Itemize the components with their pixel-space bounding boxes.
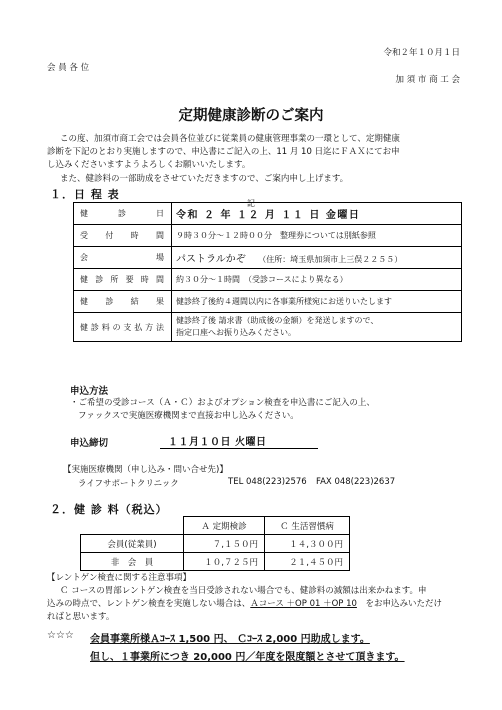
institution-heading: 【実施医療機関（申し込み・問い合せ先)】 [63,465,228,475]
subsidy-line-2: 但し、１事業所につき 20,000 円／年度を限度額とさせて頂きます。 [90,652,405,663]
fees-value-c: １４,３００円 [265,535,350,553]
venue-name: パストラルかぞ [176,254,246,265]
schedule-label: 受 付 時 間 [74,225,172,247]
schedule-label: 健診料の支払方法 [74,313,172,342]
fees-table [80,516,350,571]
institution-fax: FAX 048(223)2637 [316,477,396,487]
xray-line-1: Ｃ コースの胃部レントゲン検査を当日受診されない場合でも、健診料の減額は出来かねます。申 [60,586,427,596]
fees-header-row [81,517,350,535]
deadline-value: １１月１０日 火曜日 [160,433,318,449]
schedule-row [74,203,462,225]
fees-row [81,553,350,571]
schedule-value: ９時３０分～１２時００分 整理券については別紙参照 [172,225,462,247]
intro-line-3: し込みくださいますようよろしくお願いいたします。 [47,160,251,170]
xray-line-2-end: をお申込みいただけ [356,599,442,609]
intro-line-1: この度、加須市商工会では会員各位並びに従業員の健康管理事業の一環として、定期健康 [60,134,400,144]
fees-corner [81,517,184,535]
fees-header-c: Ｃ 生活習慣病 [265,517,350,535]
payment-line-2: 指定口座へお振り込みください。 [176,328,296,337]
ki-marker: 記 [247,199,255,208]
schedule-row [74,269,462,291]
schedule-value-cell [172,247,462,269]
institution-tel: TEL 048(223)2576 [228,477,307,487]
venue-address: （住所：埼玉県加須市上三俣２２５５） [258,255,403,264]
deadline-label: 申込締切 [70,438,109,449]
recipient: 会 員 各 位 [47,63,90,73]
page-title: 定期健康診断のご案内 [178,108,324,124]
schedule-value: 約３０分～１時間 （受診コースにより異なる） [172,269,462,291]
apply-line-1: ・ご希望の受診コース（Ａ・Ｃ）およびオプション検査を申込書にご記入の上、 [70,398,375,408]
fees-header-a: Ａ 定期検診 [184,517,265,535]
fees-row-label: 会員(従業員) [81,535,184,553]
xray-line-2 [47,597,442,609]
schedule-label: 健 診 所 要 時 間 [74,269,172,291]
intro-line-4: また、健診料の一部助成をさせていただきますので、ご案内申し上げます。 [60,174,349,184]
schedule-label: 会 場 [74,247,172,269]
schedule-row [74,225,462,247]
date: 令和２年１０月１日 [383,48,460,58]
schedule-value-cell [172,313,462,342]
schedule-label: 健 診 結 果 [74,291,172,313]
schedule-row [74,247,462,269]
schedule-value: 健診終了後約４週間以内に各事業所様宛にお送りいたします [172,291,462,313]
schedule-table [73,202,462,342]
institution-name: ライフサポートクリニック [78,479,179,489]
xray-line-3: ればと思います。 [47,612,115,622]
xray-line-2-start: 込みの時点で、レントゲン検査を実施しない場合は、 [47,599,251,609]
fees-value-a: １０,７２５円 [184,553,265,571]
intro-line-2: 診断を下記のとおり実施しますので、申込書にご記入の上、11 月 10 日迄にＦＡＸにてお申 [47,147,400,157]
subsidy-line-1: 会員事業所様Ａｺｰｽ 1,500 円、 Ｃｺｰｽ 2,000 円助成します。 [90,634,370,645]
schedule-label: 健 診 日 [74,203,172,225]
section-fees-heading: ２．健 診 料（税込） [50,503,168,516]
fees-value-c: ２１,４５０円 [265,553,350,571]
payment-line-1: 健診終了後 請求書（助成後の金額）を発送しますので、 [176,316,379,325]
sender: 加 須 市 商 工 会 [395,75,460,85]
apply-line-2: ファックスで実施医療機関まで直接お申し込みください。 [78,411,299,421]
section-schedule-heading: １．日 程 表 [50,188,120,201]
schedule-row [74,313,462,342]
subsidy-stars: ☆☆☆ [47,630,74,641]
schedule-row [74,291,462,313]
schedule-value: 令和 ２ 年 １２ 月 １１ 日 金曜日 [172,203,462,225]
fees-row [81,535,350,553]
xray-heading: 【レントゲン検査に関する注意事項】 [47,573,191,583]
xray-course-combo: Ａコース ＋OP 01 ＋OP 10 [250,599,357,609]
fees-value-a: ７,１５０円 [184,535,265,553]
apply-heading: 申込方法 [70,386,109,397]
fees-row-label: 非 会 員 [81,553,184,571]
